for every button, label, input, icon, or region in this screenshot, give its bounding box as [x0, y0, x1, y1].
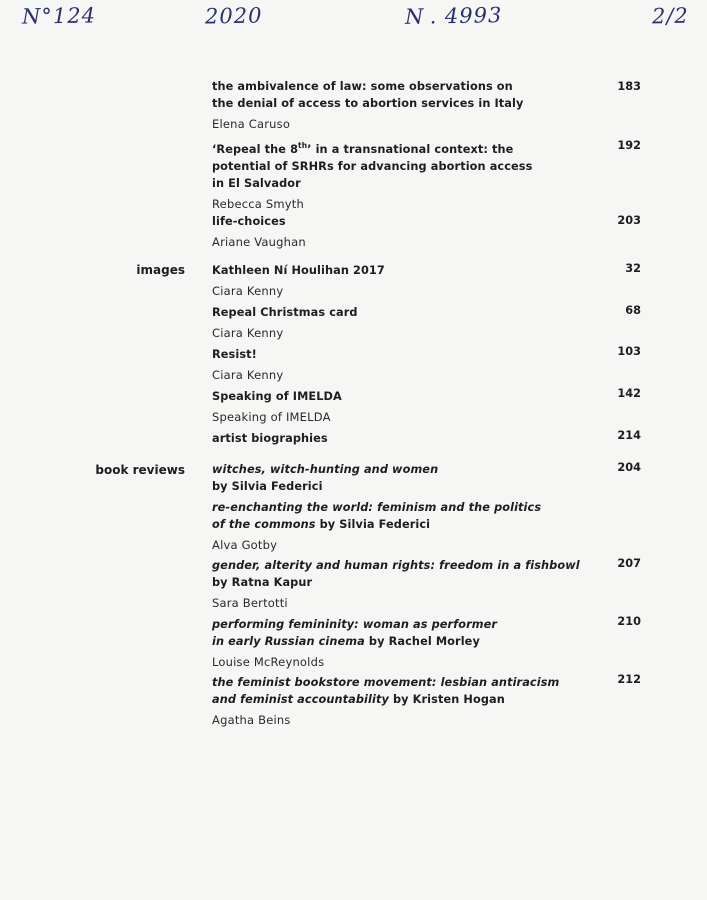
section-heading-images: images — [136, 263, 185, 277]
entry-author: Ciara Kenny — [212, 368, 284, 382]
entry-title: artist biographies — [212, 432, 328, 445]
toc-entry — [212, 262, 612, 300]
entry-title-line: potential of SRHRs for advancing abortion access — [212, 159, 533, 173]
page-number: 210 — [617, 615, 641, 628]
page-number: 183 — [617, 80, 641, 93]
toc-entry — [212, 616, 612, 671]
entry-title: Resist! — [212, 348, 257, 361]
entry-title: re-enchanting the world: feminism and the politics — [212, 501, 542, 514]
page-number: 207 — [617, 557, 641, 570]
entry-title-line: of the commons by Silvia Federici — [212, 518, 431, 531]
handwritten-year: 2020 — [204, 3, 263, 29]
entry-title: witches, witch-hunting and women — [212, 463, 439, 476]
entry-title: Kathleen Ní Houlihan 2017 — [212, 264, 385, 277]
entry-author: Ciara Kenny — [212, 284, 284, 298]
page-number: 212 — [617, 673, 641, 686]
toc-entry — [212, 346, 612, 384]
entry-title: life-choices — [212, 215, 286, 228]
entry-author: Sara Bertotti — [212, 596, 288, 610]
toc-entry — [212, 557, 612, 612]
entry-title-line: in early Russian cinema by Rachel Morley — [212, 635, 480, 648]
entry-title: Repeal Christmas card — [212, 306, 358, 319]
page-number: 214 — [617, 429, 641, 442]
entry-byline: by Ratna Kapur — [212, 576, 313, 589]
toc-entry — [212, 304, 612, 342]
page-number: 68 — [625, 304, 641, 317]
entry-author: Ciara Kenny — [212, 326, 284, 340]
toc-entry — [212, 388, 612, 426]
entry-title: the feminist bookstore movement: lesbian antiracism — [212, 676, 560, 689]
toc-entry — [212, 499, 612, 554]
page-number: 142 — [617, 387, 641, 400]
entry-author: Louise McReynolds — [212, 655, 325, 669]
page-number: 192 — [617, 139, 641, 152]
entry-author: Elena Caruso — [212, 117, 291, 131]
page-number: 32 — [625, 262, 641, 275]
toc-entry — [212, 78, 612, 133]
entry-author: Alva Gotby — [212, 538, 278, 552]
handwritten-sheet: 2/2 — [651, 3, 690, 29]
entry-author: Speaking of IMELDA — [212, 410, 331, 424]
page-number: 204 — [617, 461, 641, 474]
entry-title: Speaking of IMELDA — [212, 390, 342, 403]
handwritten-ref-no: N°124 — [21, 3, 97, 29]
entry-title-line: and feminist accountability by Kristen Hogan — [212, 693, 505, 706]
page-number: 103 — [617, 345, 641, 358]
toc-entry — [212, 430, 612, 447]
toc-entry — [212, 213, 612, 251]
entry-author: Ariane Vaughan — [212, 235, 306, 249]
page-number: 203 — [617, 214, 641, 227]
entry-title: ‘Repeal the 8th’ in a transnational context: the — [212, 141, 514, 156]
entry-title: gender, alterity and human rights: freedom in a fishbowl — [212, 559, 580, 572]
entry-title: the ambivalence of law: some observations on — [212, 80, 513, 93]
entry-title-line: in El Salvador — [212, 176, 301, 190]
entry-title-line: the denial of access to abortion services in Italy — [212, 97, 524, 110]
toc-entry — [212, 674, 612, 729]
entry-byline: by Silvia Federici — [212, 480, 323, 493]
toc-entry — [212, 137, 612, 213]
toc-entry — [212, 461, 612, 495]
entry-author: Rebecca Smyth — [212, 196, 304, 211]
entry-author: Agatha Beins — [212, 713, 291, 727]
section-heading-book-reviews: book reviews — [95, 463, 185, 477]
handwritten-catalog-no: N . 4993 — [404, 3, 503, 29]
entry-title: performing femininity: woman as performer — [212, 618, 498, 631]
